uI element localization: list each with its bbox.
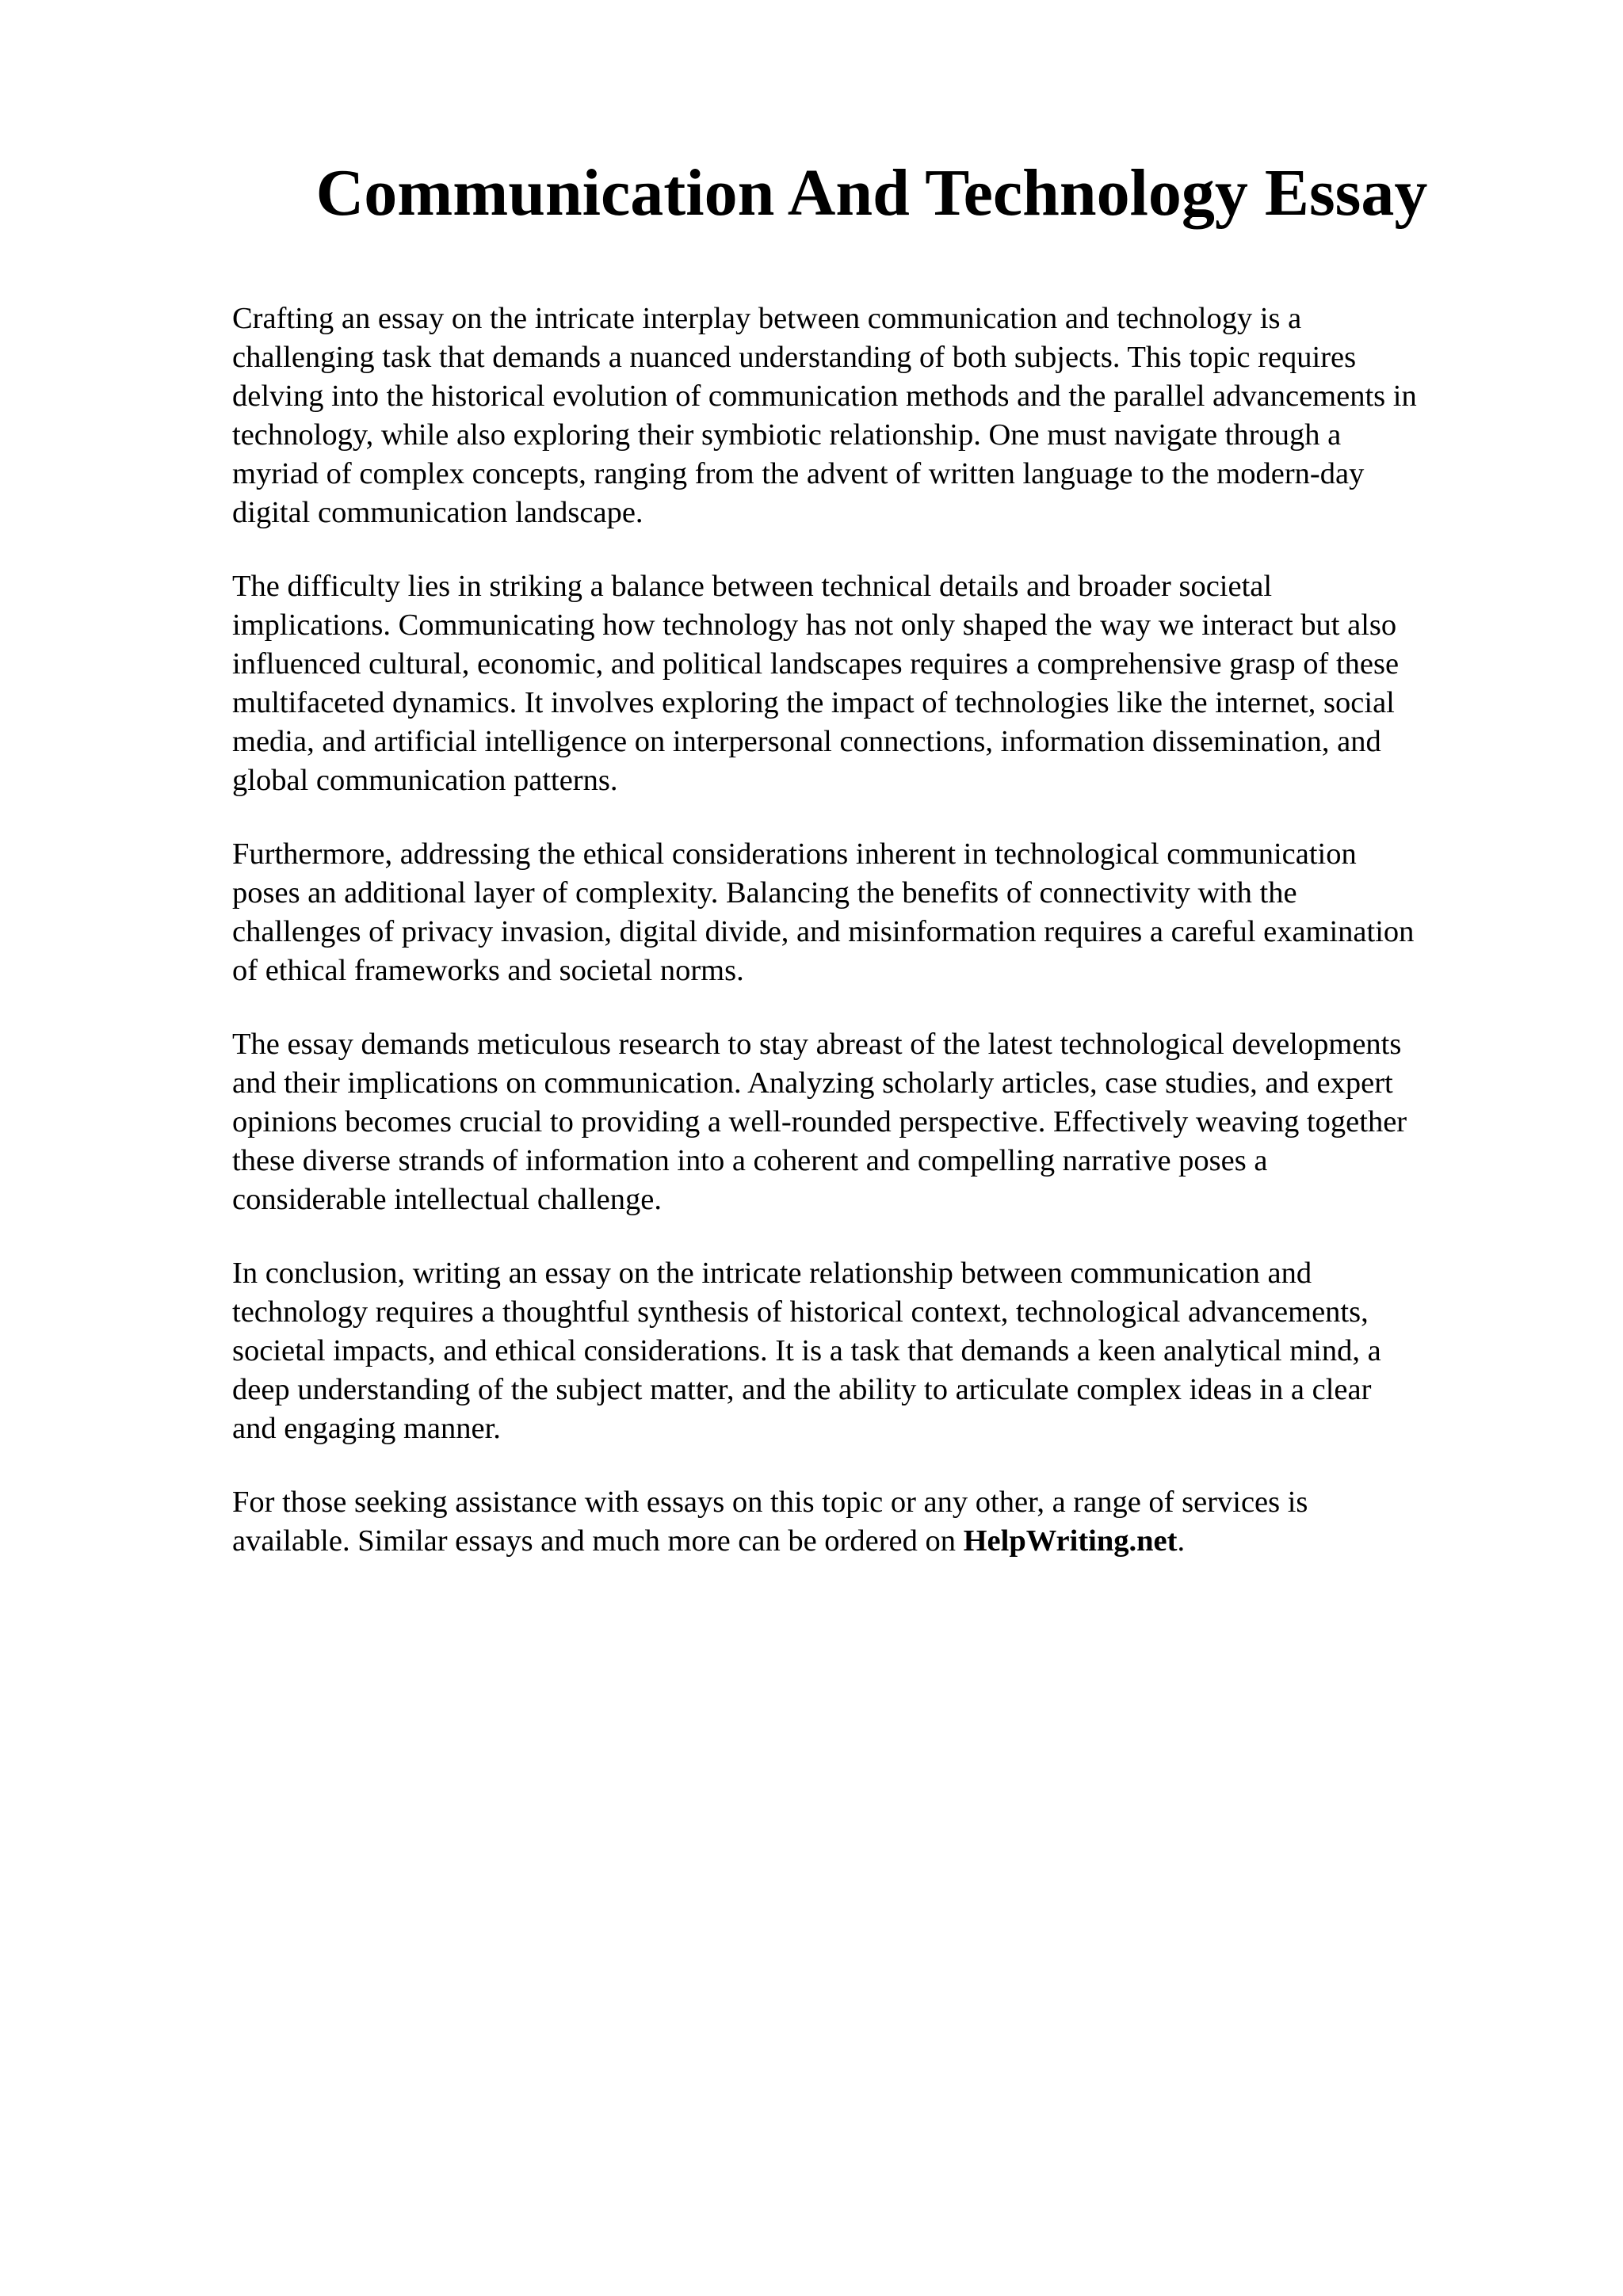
- paragraph-line: of ethical frameworks and societal norms.: [232, 954, 744, 987]
- paragraph-1: [232, 299, 1524, 532]
- paragraph-line: these diverse strands of information into a coherent and compelling narrative poses a: [232, 1144, 1268, 1177]
- paragraph-line: Crafting an essay on the intricate interplay between communication and technology is a: [232, 302, 1302, 335]
- closing-text: available. Similar essays and much more can be ordered on: [232, 1524, 964, 1558]
- paragraph-line: technology, while also exploring their symbiotic relationship. One must navigate through a: [232, 418, 1342, 452]
- paragraph-line: [232, 1522, 1524, 1561]
- paragraph-line: In conclusion, writing an essay on the intricate relationship between communication and: [232, 1257, 1312, 1290]
- document-body: [232, 299, 1524, 1596]
- paragraph-3: [232, 835, 1524, 990]
- paragraph-line: considerable intellectual challenge.: [232, 1183, 662, 1216]
- paragraph-line: multifaceted dynamics. It involves exploring the impact of technologies like the internet, social: [232, 686, 1395, 719]
- paragraph-4: [232, 1025, 1524, 1219]
- paragraph-line: delving into the historical evolution of communication methods and the parallel advancements in: [232, 379, 1417, 413]
- paragraph-line: digital communication landscape.: [232, 496, 643, 529]
- paragraph-line: The difficulty lies in striking a balance between technical details and broader societal: [232, 570, 1273, 603]
- paragraph-line: opinions becomes crucial to providing a well-rounded perspective. Effectively weaving together: [232, 1105, 1407, 1138]
- paragraph-line: global communication patterns.: [232, 764, 618, 797]
- paragraph-line: and engaging manner.: [232, 1412, 501, 1445]
- paragraph-line: myriad of complex concepts, ranging from the advent of written language to the modern-day: [232, 457, 1365, 490]
- paragraph-line: For those seeking assistance with essays on this topic or any other, a range of services is: [232, 1486, 1308, 1519]
- paragraph-line: challenges of privacy invasion, digital divide, and misinformation requires a careful examination: [232, 915, 1415, 948]
- document-title: Communication And Technology Essay: [315, 156, 1428, 230]
- paragraph-2: [232, 567, 1524, 800]
- closing-period: .: [1177, 1524, 1186, 1558]
- paragraph-line: technology requires a thoughtful synthesis of historical context, technological advancements,: [232, 1295, 1369, 1329]
- paragraph-line: The essay demands meticulous research to stay abreast of the latest technological developments: [232, 1028, 1402, 1061]
- paragraph-line: societal impacts, and ethical considerations. It is a task that demands a keen analytical mind, a: [232, 1334, 1381, 1367]
- paragraph-line: challenging task that demands a nuanced understanding of both subjects. This topic requires: [232, 341, 1357, 374]
- paragraph-line: and their implications on communication. Analyzing scholarly articles, case studies, and expert: [232, 1066, 1393, 1100]
- closing-paragraph: [232, 1483, 1524, 1561]
- paragraph-line: implications. Communicating how technology has not only shaped the way we interact but also: [232, 608, 1397, 642]
- paragraph-line: influenced cultural, economic, and political landscapes requires a comprehensive grasp of these: [232, 647, 1400, 681]
- paragraph-line: Furthermore, addressing the ethical considerations inherent in technological communication: [232, 837, 1357, 871]
- paragraph-line: poses an additional layer of complexity. Balancing the benefits of connectivity with the: [232, 876, 1297, 910]
- paragraph-line: media, and artificial intelligence on interpersonal connections, information dissemination, and: [232, 725, 1381, 758]
- paragraph-5: [232, 1254, 1524, 1448]
- helpwriting-brand: HelpWriting.net: [963, 1524, 1178, 1558]
- paragraph-line: deep understanding of the subject matter, and the ability to articulate complex ideas in a clear: [232, 1373, 1372, 1406]
